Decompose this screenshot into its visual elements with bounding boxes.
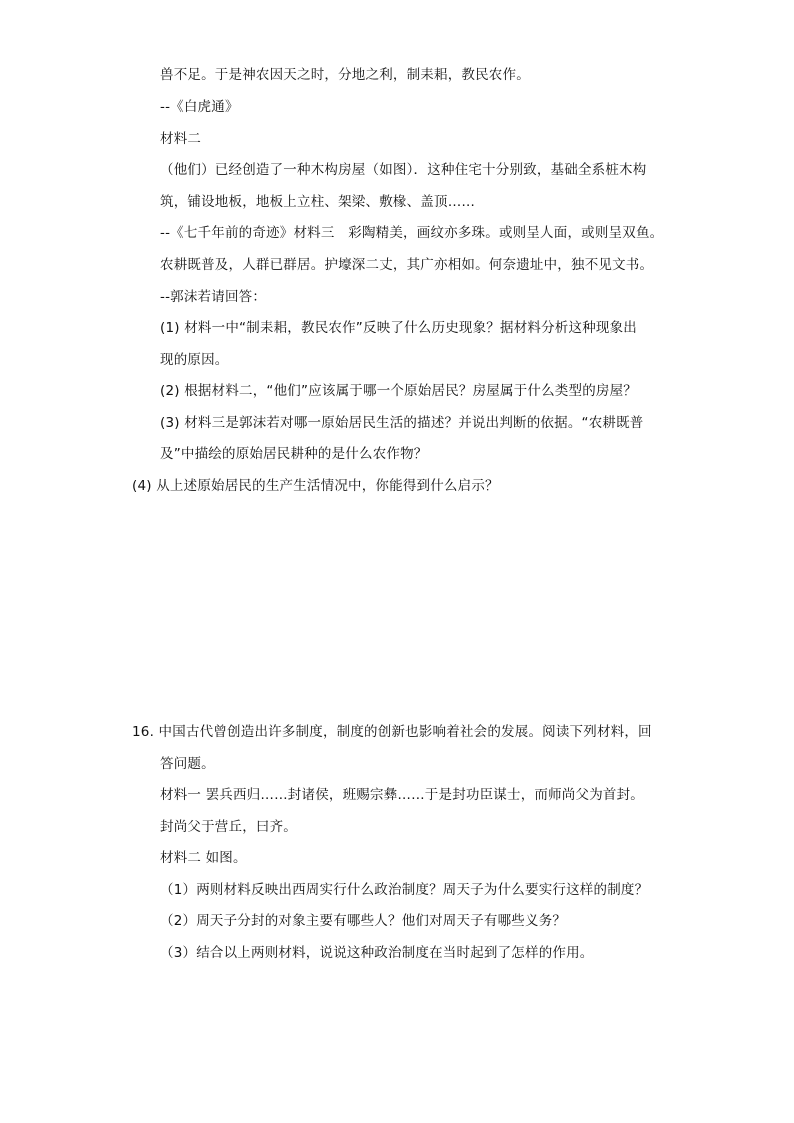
q16-material-one-2: 封尚父于营丘，曰齐。 [160,819,297,835]
q16-material-two: 材料二 如图。 [160,850,247,866]
sub-question-3-line-2: 及”中描绘的原始居民耕种的是什么农作物？ [160,446,428,462]
sub-question-4: (4) 从上述原始居民的生产生活情况中，你能得到什么启示？ [132,478,499,494]
q16-sub-question-3: （3）结合以上两则材料，说说这种政治制度在当时起到了怎样的作用。 [160,945,594,961]
material-one-source: --《白虎通》 [160,99,239,115]
sub-question-3-line-1: (3) 材料三是郭沫若对哪一原始居民生活的描述？并说出判断的依据。“农耕既普 [160,415,644,431]
sub-question-2: (2) 根据材料二，“他们”应该属于哪一个原始居民？房屋属于什么类型的房屋？ [160,383,638,399]
q16-sub-question-2: （2）周天子分封的对象主要有哪些人？他们对周天子有哪些义务？ [160,913,567,929]
material-two-text-1: （他们）已经创造了一种木构房屋（如图）．这种住宅十分别致，基础全系桩木构 [160,162,647,178]
question-16-stem-2: 答问题。 [160,756,215,772]
q16-sub-question-1: （1）两则材料反映出西周实行什么政治制度？周天子为什么要实行这样的制度？ [160,882,649,898]
q16-material-one-1: 材料一 罢兵西归……封诸侯，班赐宗彝……于是封功臣谋士，而师尚父为首封。 [160,787,644,803]
material-two-text-2: 筑，铺设地板，地板上立柱、架梁、敷椽、盖顶…… [160,194,476,210]
material-one-text-end: 兽不足。于是神农因天之时，分地之利，制耒耜，教民农作。 [160,67,530,83]
material-three-source: --郭沫若请回答： [160,289,267,305]
material-two-heading: 材料二 [160,131,202,147]
sub-question-1-line-1: (1) 材料一中“制耒耜，教民农作”反映了什么历史现象？据材料分析这种现象出 [160,320,638,336]
material-three-text-1: --《七千年前的奇迹》材料三 彩陶精美，画纹亦多珠。或则呈人面，或则呈双鱼。 [160,225,664,241]
question-16-stem-1: 16. 中国古代曾创造出许多制度，制度的创新也影响着社会的发展。阅读下列材料，回 [132,724,652,740]
sub-question-1-line-2: 现的原因。 [160,352,229,368]
material-three-text-2: 农耕既普及，人群已群居。护壕深二丈，其广亦相如。何奈遗址中，独不见文书。 [160,257,654,273]
